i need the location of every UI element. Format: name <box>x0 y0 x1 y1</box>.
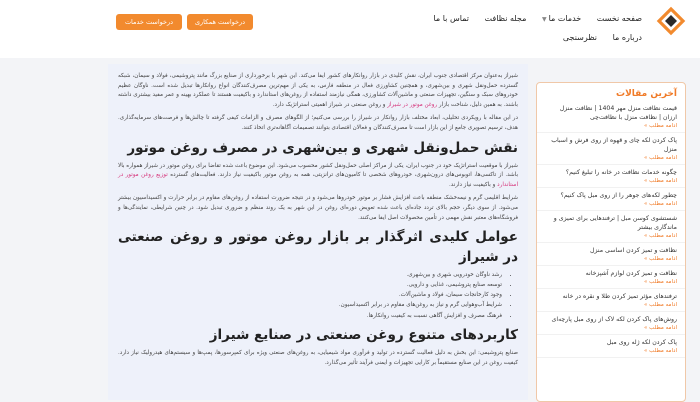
read-more-link[interactable]: ادامه مطلب » <box>644 279 677 285</box>
sidebar-article-title[interactable]: چطور لکه‌های جوهر را از روی مبل پاک کنیم؟ <box>560 192 677 199</box>
chevron-down-icon: ▼ <box>541 16 547 23</box>
nav-item-label: صفحه نخست <box>596 14 642 23</box>
logo-icon <box>656 6 686 36</box>
cooperation-request-button[interactable]: درخواست همکاری <box>187 14 253 30</box>
sidebar-article-item[interactable] <box>537 243 685 266</box>
latest-articles-sidebar <box>536 82 686 402</box>
read-more-link[interactable]: ادامه مطلب » <box>644 201 677 207</box>
paragraph-text: و باکیفیت نیاز دارند. <box>449 181 496 188</box>
read-more-link[interactable]: ادامه مطلب » <box>644 302 677 308</box>
sidebar-article-title[interactable]: پاک کردن لکه چای و قهوه از روی فرش و اسباب منزل <box>551 137 677 153</box>
list-item: • شرایط آب‌وهوایی گرم و نیاز به روغن‌های مقاوم در برابر اکسیداسیون. <box>118 301 502 311</box>
nav-item-label: نظرسنجی <box>562 33 598 42</box>
nav-item-label: مجله نظافت <box>484 14 527 23</box>
nav-item-home[interactable] <box>597 10 642 28</box>
sidebar-article-title[interactable]: چگونه خدمات نظافت در خانه را تبلیغ کنیم؟ <box>565 169 677 176</box>
nav-item-survey[interactable] <box>563 29 597 47</box>
nav-item-label: تماس با ما <box>433 14 469 23</box>
read-more-link[interactable]: ادامه مطلب » <box>644 233 677 239</box>
read-more-link[interactable]: ادامه مطلب » <box>644 155 677 161</box>
article-paragraph <box>118 162 518 191</box>
site-logo[interactable] <box>656 6 686 36</box>
service-request-button[interactable]: درخواست خدمات <box>116 14 182 30</box>
factors-list <box>118 271 518 321</box>
sidebar-article-item[interactable] <box>537 266 685 289</box>
article-intro-paragraph <box>118 72 518 110</box>
section-heading: نقش حمل‌ونقل شهری و بین‌شهری در مصرف روغن موتور <box>127 139 518 156</box>
sidebar-article-title[interactable]: ترفندهای مؤثر تمیز کردن طلا و نقره در خانه <box>562 293 677 300</box>
article-paragraph: شرایط اقلیمی گرم و نیمه‌خشک منطقه باعث افزایش فشار بر موتور خودروها می‌شود و در نتیجه ضرورت استفاده از روغن‌های مقاوم در برابر حرارت و اکسیداسیون بیشتر می‌شود. از سوی دیگر، حجم بالای تردد جاده‌ای باعث شده تعویض دوره‌ای روغن در این شهر به یک روند منظم و ضروری تبدیل شود. در چنین شرایطی، نمایندگی‌ها و فروشگاه‌های معتبر نقش مهمی در تأمین محصولات اصل ایفا می‌کنند. <box>118 195 518 221</box>
sidebar-article-item[interactable] <box>537 335 685 358</box>
paragraph-text: شیراز با موقعیت استراتژیک خود در جنوب ایران، یکی از مراکز اصلی حمل‌ونقل کشور محسوب می‌شود. این موضوع باعث شده تقاضا برای روغن موتور در شیراز همواره بالا باشد. از تاکسی‌ها، اتوبوس‌های درون‌شهری، خودروهای شخصی تا کامیون‌های ترانزیتی، همه به روغن موتور باکیفیت نیاز دارند. فعالیت‌های گسترده <box>118 162 518 179</box>
nav-item-magazine[interactable] <box>485 10 527 28</box>
article-content <box>108 64 528 400</box>
read-more-link[interactable]: ادامه مطلب » <box>644 256 677 262</box>
sidebar-article-item[interactable] <box>537 101 685 133</box>
site-header <box>0 0 700 58</box>
sidebar-article-title[interactable]: پاک کردن لکه ژله روی مبل <box>606 339 677 346</box>
inline-link[interactable]: روغن موتور در شیراز <box>387 101 438 108</box>
list-item: • توسعه صنایع پتروشیمی، غذایی و دارویی. <box>118 281 502 291</box>
read-more-link[interactable]: ادامه مطلب » <box>644 325 677 331</box>
sidebar-article-item[interactable] <box>537 188 685 211</box>
nav-item-label: خدمات ما <box>548 14 582 23</box>
read-more-link[interactable]: ادامه مطلب » <box>644 123 677 129</box>
list-item: • فرهنگ مصرف و افزایش آگاهی نسبت به کیفیت روانکارها. <box>118 312 502 322</box>
nav-item-about[interactable] <box>613 29 642 47</box>
sidebar-article-title[interactable]: شستشوی کوسن مبل | ترفندهایی برای تمیزی و ماندگاری بیشتر <box>553 215 677 231</box>
read-more-link[interactable]: ادامه مطلب » <box>644 178 677 184</box>
sidebar-article-item[interactable] <box>537 165 685 188</box>
article-paragraph: صنایع پتروشیمی: این بخش به دلیل فعالیت گسترده در تولید و فرآوری مواد شیمیایی، به روغن‌های صنعتی ویژه برای کمپرسورها، پمپ‌ها و سیستم‌های هیدرولیک نیاز دارد. کیفیت روغن در این صنایع مستقیماً بر کارایی تجهیزات و ایمنی فرآیند تأثیر می‌گذارد. <box>118 350 518 366</box>
sidebar-article-item[interactable] <box>537 133 685 165</box>
paragraph-text: شیراز به‌عنوان مرکز اقتصادی جنوب ایران، نقش کلیدی در بازار روانکارهای کشور ایفا می‌کند. این شهر با برخورداری از صنایع بزرگ مانند پتروشیمی، فولاد و سیمان، شبکه گسترده حمل‌ونقل شهری و بین‌شهری، و همچنین کشاورزی فعال در منطقه فارس، به یکی از مهم‌ترین مصرف‌کنندگان انواع روانکارها تبدیل شده است. ناوگان عظیم خودروهای سبک و سنگین، تجهیزات صنعتی و ماشین‌آلات کشاورزی، همگی نیازمند استفاده از روغن‌های استاندارد و باکیفیت هستند تا عملکرد بهینه و عمر مفید بیشتری داشته باشند. به همین دلیل، شناخت بازار <box>118 73 518 108</box>
section-heading: عوامل کلیدی اثرگذار بر بازار روغن موتور و روغن صنعتی در شیراز <box>118 229 518 266</box>
section-heading: کاربردهای متنوع روغن صنعتی در صنایع شیراز <box>209 327 518 344</box>
sidebar-article-title[interactable]: نظافت و تمیز کردن لوازم آشپزخانه <box>585 270 677 277</box>
sidebar-article-title[interactable]: روش‌های پاک کردن لکه لاک از روی مبل پارچه‌ای <box>551 316 677 323</box>
nav-item-contact[interactable] <box>433 10 469 28</box>
list-item: • رشد ناوگان خودرویی شهری و بین‌شهری. <box>118 271 502 281</box>
nav-item-label: درباره ما <box>612 33 642 42</box>
article-paragraph: در این مقاله با رویکردی تحلیلی، ابعاد مختلف بازار روانکار در شیراز را بررسی می‌کنیم؛ از الگوهای مصرف و الزامات کیفی گرفته تا چالش‌ها و فرصت‌های سرمایه‌گذاری. هدف، ترسیم تصویری جامع از این بازار است تا مصرف‌کنندگان و فعالان اقتصادی بتوانند تصمیمات آگاهانه‌تری اتخاذ کنند. <box>118 115 518 131</box>
nav-item-services[interactable] <box>542 10 581 29</box>
sidebar-article-item[interactable] <box>537 289 685 312</box>
inline-link[interactable]: توزیع روغن موتور در استاندارد <box>118 172 518 188</box>
sidebar-article-title[interactable]: قیمت نظافت منزل مهر 1404 | نظافت منزل ارزان | نظافت منزل با نظافت‌چی <box>559 105 677 121</box>
main-nav <box>382 10 642 47</box>
sidebar-article-title[interactable]: نظافت و تمیز کردن اساسی منزل <box>590 247 677 254</box>
sidebar-article-item[interactable] <box>537 312 685 335</box>
read-more-link[interactable]: ادامه مطلب » <box>644 348 677 354</box>
list-item: • وجود کارخانجات سیمان، فولاد و ماشین‌آلات. <box>118 291 502 301</box>
paragraph-text: و روغن صنعتی در شیراز اهمیتی استراتژیک دارد. <box>272 101 386 108</box>
sidebar-title: آخرین مقالات <box>616 89 677 99</box>
sidebar-article-item[interactable] <box>537 211 685 243</box>
